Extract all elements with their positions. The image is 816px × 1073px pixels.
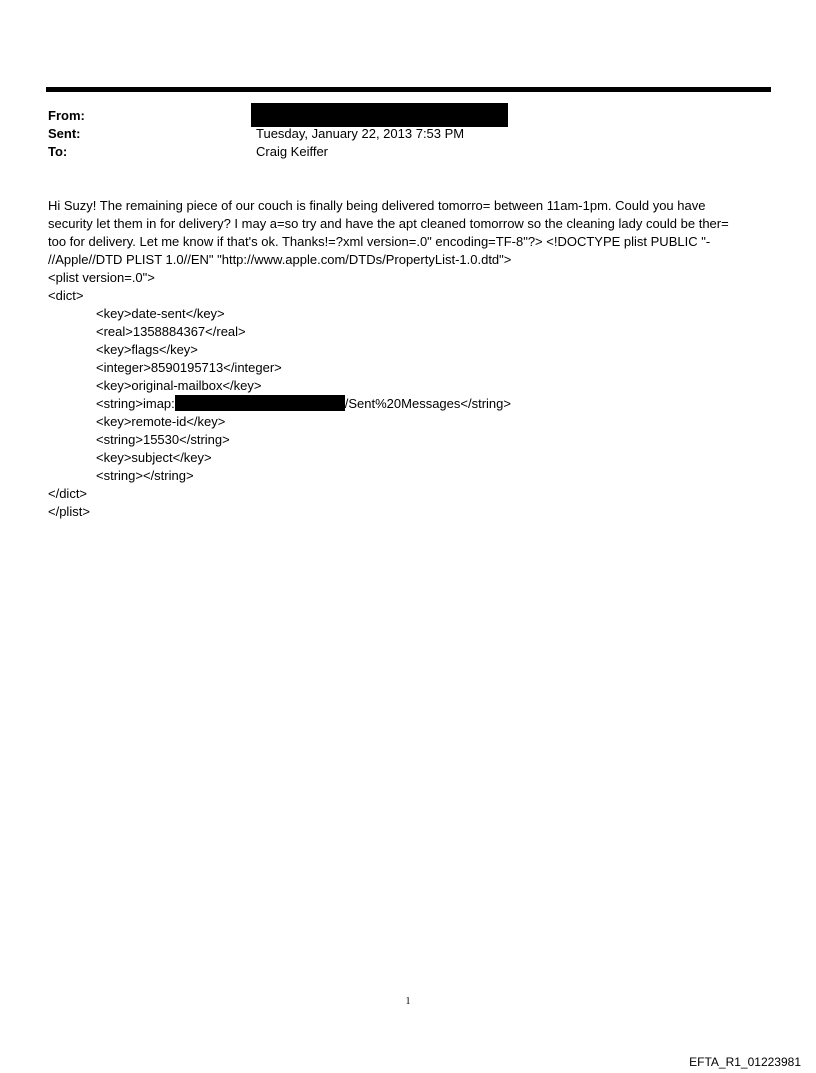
- plist-open: <plist version=.0">: [48, 270, 155, 285]
- string-imap-prefix: <string>imap:: [96, 396, 175, 411]
- body-line: security let them in for delivery? I may a=so try and have the apt cleaned tomorrow so the cleaning lady could be ther=: [48, 216, 729, 231]
- integer-value: <integer>8590195713</integer>: [96, 360, 282, 375]
- document-id: EFTA_R1_01223981: [689, 1055, 801, 1069]
- body-line: too for delivery. Let me know if that's ok. Thanks!=?xml version=.0" encoding=TF-8"?> <!DOCTYPE plist PUBLIC "-: [48, 234, 711, 249]
- body-line: Hi Suzy! The remaining piece of our couch is finally being delivered tomorro= between 11am-1pm. Could you have: [48, 198, 706, 213]
- string-imap: [48, 395, 770, 413]
- header-rule: [46, 87, 771, 92]
- key-remote-id: <key>remote-id</key>: [96, 414, 226, 429]
- from-redaction: [251, 103, 508, 127]
- from-label: From:: [48, 108, 85, 123]
- key-subject: <key>subject</key>: [96, 450, 212, 465]
- string-imap-suffix: /Sent%20Messages</string>: [344, 396, 511, 411]
- key-original-mailbox: <key>original-mailbox</key>: [96, 378, 262, 393]
- page-number: 1: [405, 996, 411, 1007]
- to-label: To:: [48, 144, 68, 159]
- real-value: <real>1358884367</real>: [96, 324, 246, 339]
- sent-label: Sent:: [48, 126, 81, 141]
- key-date-sent: <key>date-sent</key>: [96, 306, 225, 321]
- imap-redaction: [175, 395, 345, 411]
- dict-close: </dict>: [48, 486, 88, 501]
- plist-close: </plist>: [48, 504, 90, 519]
- sent-value: Tuesday, January 22, 2013 7:53 PM: [256, 126, 465, 141]
- key-flags: <key>flags</key>: [96, 342, 198, 357]
- string-subject: <string></string>: [96, 468, 194, 483]
- string-remote-id: <string>15530</string>: [96, 432, 230, 447]
- email-body: [48, 197, 770, 521]
- to-value: Craig Keiffer: [256, 144, 329, 159]
- body-line: //Apple//DTD PLIST 1.0//EN" "http://www.apple.com/DTDs/PropertyList-1.0.dtd">: [48, 252, 512, 267]
- dict-open: <dict>: [48, 288, 84, 303]
